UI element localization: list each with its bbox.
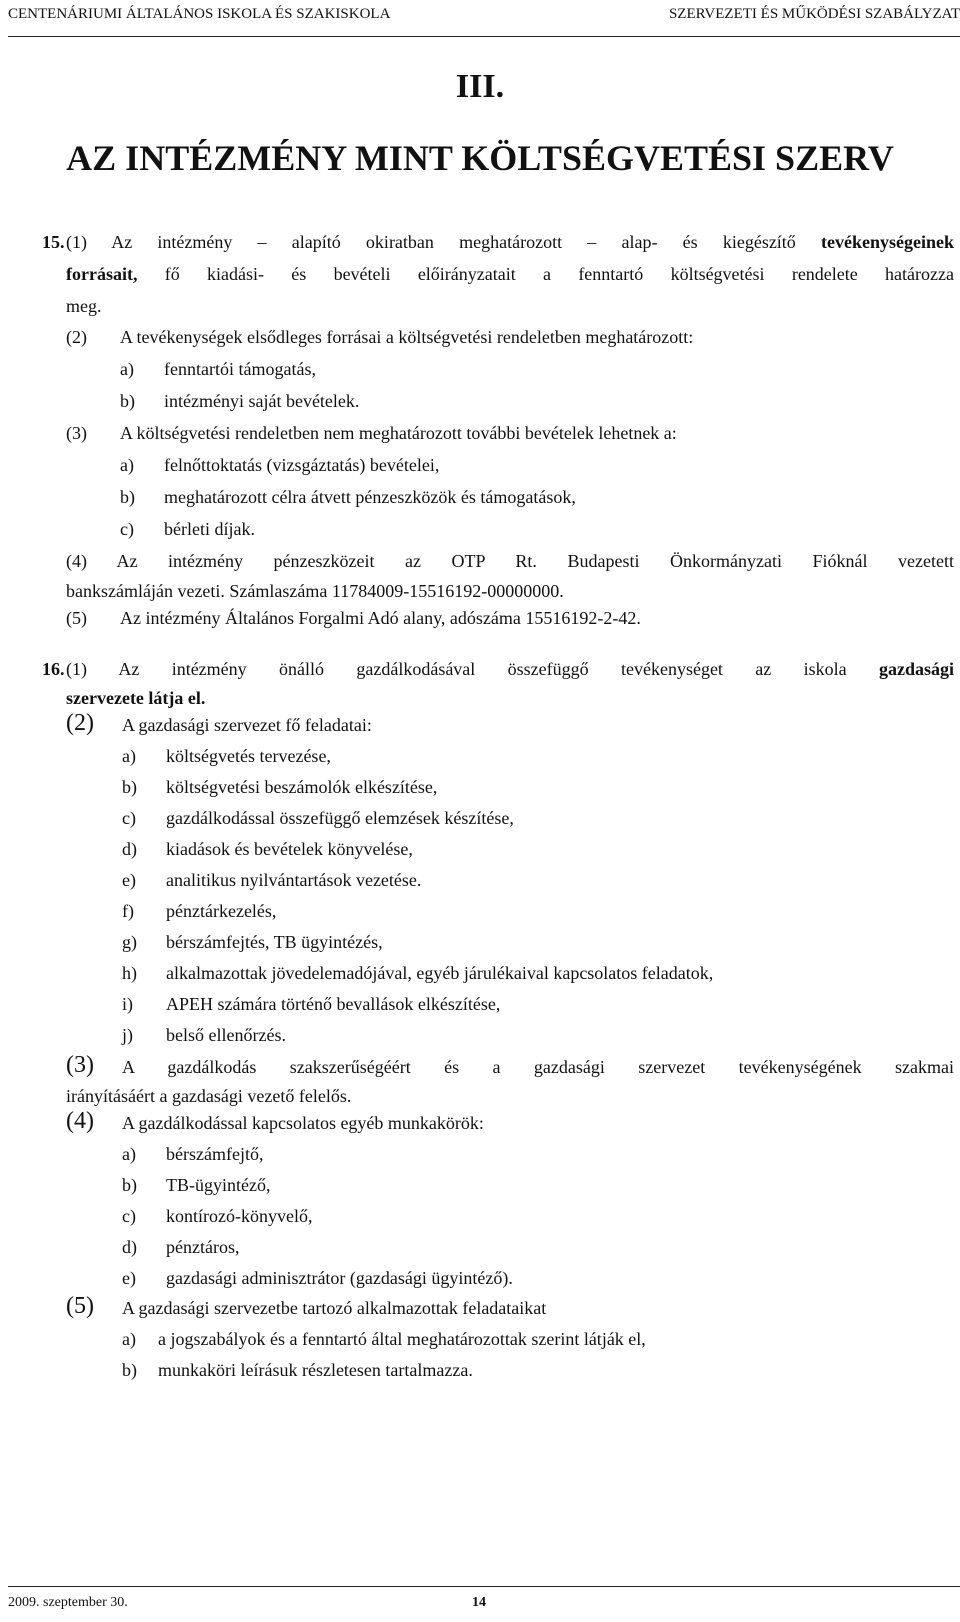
- list-item: gazdálkodással összefüggő elemzések készítése,: [166, 808, 514, 828]
- s15-p4-line1: (4) Az intézmény pénzeszközeit az OTP Rt. Budapesti Önkormányzati Fióknál vezetett: [66, 551, 954, 571]
- list-item: belső ellenőrzés.: [166, 1025, 286, 1045]
- s15-p1-line1: (1) Az intézmény – alapító okiratban meghatározott – alap- és kiegészítő tevékenységeinek: [66, 232, 954, 252]
- list-item: munkaköri leírásuk részletesen tartalmazza.: [158, 1360, 473, 1380]
- page-number: 14: [472, 1595, 486, 1610]
- s16-p1-line1: (1) Az intézmény önálló gazdálkodásával összefüggő tevékenységet az iskola gazdasági: [66, 659, 954, 679]
- page-header: [8, 6, 960, 37]
- list-label: d): [122, 839, 137, 859]
- s16-p3-number: (3): [66, 1052, 94, 1078]
- s16-p2-number: (2): [66, 710, 94, 736]
- list-item: felnőttoktatás (vizsgáztatás) bevételei,: [164, 455, 440, 475]
- list-label: j): [122, 1025, 133, 1045]
- s16-p5-number: (5): [66, 1293, 94, 1319]
- s16-p1-line2: szervezete látja el.: [66, 688, 206, 708]
- s15-p2-text: A tevékenységek elsődleges forrásai a költségvetési rendeletben meghatározott:: [120, 327, 694, 347]
- list-label: i): [122, 994, 133, 1014]
- s15-p5-text: Az intézmény Általános Forgalmi Adó alany, adószáma 15516192-2-42.: [120, 608, 641, 628]
- s15-p1-line3: meg.: [66, 296, 102, 316]
- s15-p5-number: (5): [66, 608, 87, 628]
- list-item: bérleti díjak.: [164, 519, 255, 539]
- s16-p5-text: A gazdasági szervezetbe tartozó alkalmazottak feladataikat: [122, 1298, 547, 1318]
- list-label: b): [120, 487, 135, 507]
- list-label: b): [122, 777, 137, 797]
- list-item: bérszámfejtés, TB ügyintézés,: [166, 932, 383, 952]
- list-item: költségvetési beszámolók elkészítése,: [166, 777, 438, 797]
- list-item: kontírozó-könyvelő,: [166, 1206, 313, 1226]
- s15-p2-number: (2): [66, 327, 87, 347]
- list-item: gazdasági adminisztrátor (gazdasági ügyintéző).: [166, 1268, 513, 1288]
- list-item: kiadások és bevételek könyvelése,: [166, 839, 413, 859]
- header-document-name: SZERVEZETI ÉS MŰKÖDÉSI SZABÁLYZAT: [668, 6, 960, 22]
- list-item: pénztárkezelés,: [166, 901, 277, 921]
- list-label: c): [122, 1206, 136, 1226]
- s15-p4-line2: bankszámláján vezeti. Számlaszáma 11784009-15516192-00000000.: [66, 581, 564, 601]
- list-label: d): [122, 1237, 137, 1257]
- s15-p3-number: (3): [66, 423, 87, 443]
- list-item: analitikus nyilvántartások vezetése.: [166, 870, 422, 890]
- chapter-title: AZ INTÉZMÉNY MINT KÖLTSÉGVETÉSI SZERV: [66, 138, 894, 178]
- list-item: meghatározott célra átvett pénzeszközök és támogatások,: [164, 487, 576, 507]
- s16-p3-line1: A gazdálkodás szakszerűségéért és a gazdasági szervezet tevékenységének szakmai: [122, 1057, 954, 1077]
- list-label: a): [122, 1144, 136, 1164]
- list-label: g): [122, 932, 137, 952]
- list-item: alkalmazottak jövedelemadójával, egyéb járulékaival kapcsolatos feladatok,: [166, 963, 714, 983]
- list-label: b): [122, 1175, 137, 1195]
- list-item: költségvetés tervezése,: [166, 746, 331, 766]
- s15-p3-text: A költségvetési rendeletben nem meghatározott további bevételek lehetnek a:: [120, 423, 677, 443]
- list-label: a): [122, 1329, 136, 1349]
- list-label: a): [120, 359, 134, 379]
- list-item: APEH számára történő bevallások elkészítése,: [166, 994, 501, 1014]
- list-label: b): [122, 1360, 137, 1380]
- list-item: intézményi saját bevételek.: [164, 391, 360, 411]
- list-label: h): [122, 963, 137, 983]
- page-footer: [8, 1586, 960, 1615]
- s16-p4-text: A gazdálkodással kapcsolatos egyéb munkakörök:: [122, 1113, 484, 1133]
- list-label: c): [120, 519, 134, 539]
- list-label: f): [122, 901, 134, 921]
- list-label: b): [120, 391, 135, 411]
- list-label: a): [120, 455, 134, 475]
- list-label: e): [122, 1268, 136, 1288]
- s16-p4-number: (4): [66, 1108, 94, 1134]
- section-16-number: 16.: [42, 659, 65, 679]
- list-label: c): [122, 808, 136, 828]
- s15-p1-line2: forrásait, fő kiadási- és bevételi előirányzatait a fenntartó költségvetési rendelete határozza: [66, 264, 954, 284]
- s16-p2-text: A gazdasági szervezet fő feladatai:: [122, 715, 372, 735]
- list-item: fenntartói támogatás,: [164, 359, 316, 379]
- list-item: bérszámfejtő,: [166, 1144, 264, 1164]
- list-item: TB-ügyintéző,: [166, 1175, 271, 1195]
- list-item: pénztáros,: [166, 1237, 240, 1257]
- chapter-number: III.: [455, 68, 505, 105]
- footer-date: 2009. szeptember 30.: [8, 1595, 128, 1610]
- s16-p3-line2: irányításáért a gazdasági vezető felelős.: [66, 1086, 352, 1106]
- list-label: a): [122, 746, 136, 766]
- header-school-name: CENTENÁRIUMI ÁLTALÁNOS ISKOLA ÉS SZAKISKOLA: [8, 6, 391, 22]
- list-item: a jogszabályok és a fenntartó által meghatározottak szerint látják el,: [158, 1329, 646, 1349]
- list-label: e): [122, 870, 136, 890]
- section-15-number: 15.: [42, 232, 65, 252]
